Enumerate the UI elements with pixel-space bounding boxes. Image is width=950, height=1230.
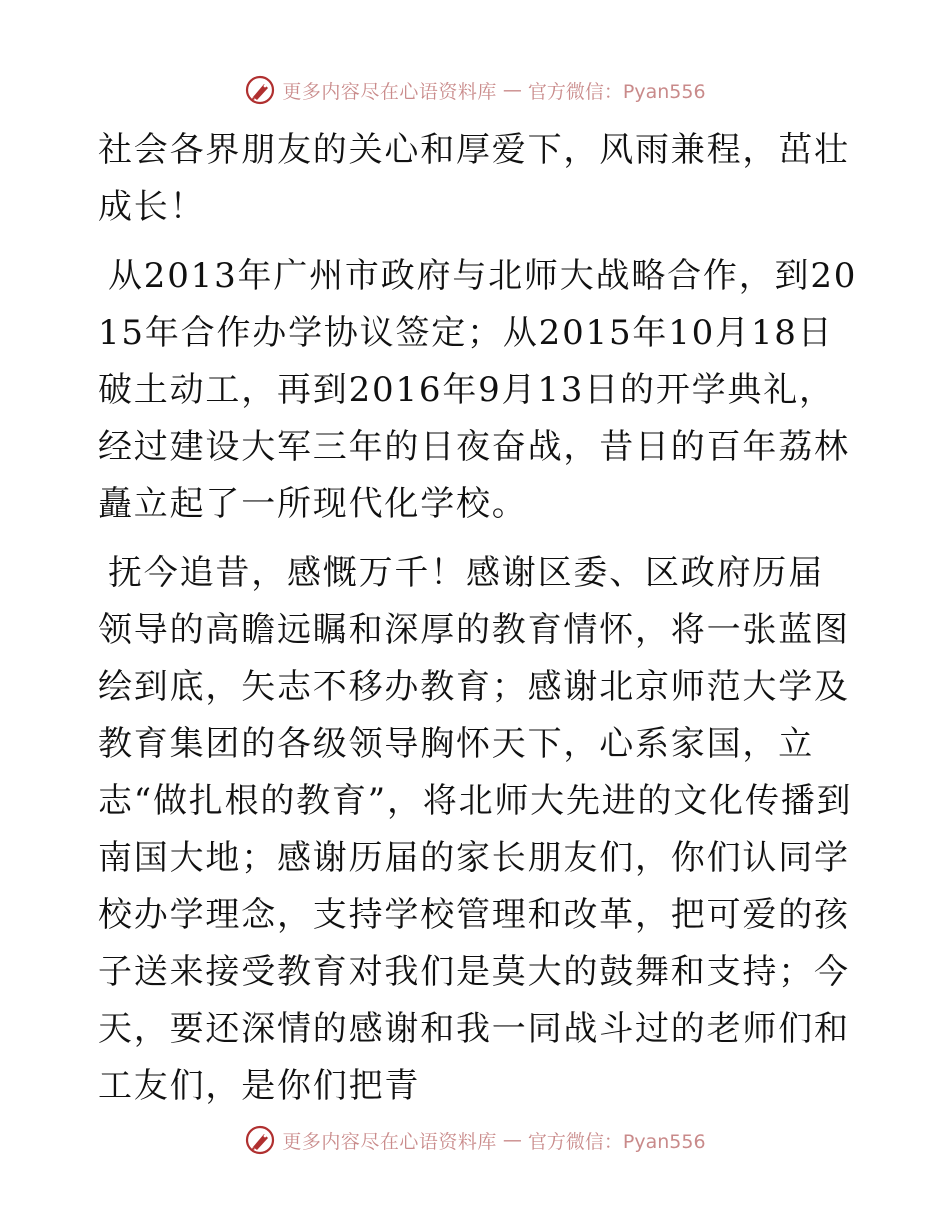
paragraph-1: 社会各界朋友的关心和厚爱下，风雨兼程，茁壮成长！ <box>98 130 850 227</box>
footer-watermark <box>0 1120 950 1160</box>
paragraph-2: 从2013年广州市政府与北师大战略合作，到2015年合作办学协议签定；从2015年10月18日破土动工，再到2016年9月13日的开学典礼，经过建设大军三年的日夜奋战，昔日的百年荔林矗立起了一所现代化学校。 <box>98 256 858 524</box>
watermark-separator: — <box>502 1129 522 1151</box>
watermark-site-text: 更多内容尽在心语资料库 <box>282 80 497 103</box>
header-watermark <box>0 70 950 110</box>
document-body <box>98 122 858 1115</box>
watermark-wechat-text: 官方微信：Pyan556 <box>527 1130 706 1153</box>
watermark-site-text: 更多内容尽在心语资料库 <box>282 1130 497 1153</box>
pen-nib-icon <box>244 74 276 106</box>
paragraph-3: 抚今追昔，感慨万千！感谢区委、区政府历届领导的高瞻远瞩和深厚的教育情怀，将一张蓝图绘到底，矢志不移办教育；感谢北京师范大学及教育集团的各级领导胸怀天下，心系家国，立志“做扎根的教育”，将北师大先进的文化传播到南国大地；感谢历届的家长朋友们，你们认同学校办学理念，支持学校管理和改革，把可爱的孩子送来接受教育对我们是莫大的鼓舞和支持；今天，要还深情的感谢和我一同战斗过的老师们和工友们，是你们把青 <box>98 553 853 1106</box>
watermark-separator: — <box>502 79 522 101</box>
pen-nib-icon <box>244 1124 276 1156</box>
watermark-wechat-text: 官方微信：Pyan556 <box>527 80 706 103</box>
